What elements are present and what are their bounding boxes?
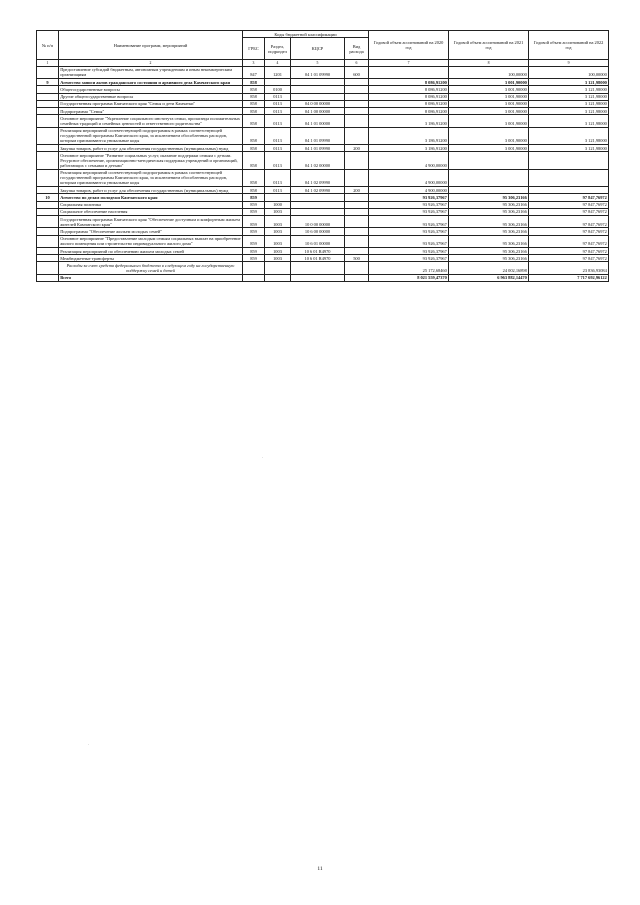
row-amount-2022: 97 847,76972: [529, 255, 609, 262]
row-vr: [345, 235, 369, 247]
row-csr: 10 6 00 00000: [291, 228, 345, 235]
column-number-cell: 6: [345, 60, 369, 67]
row-razdel: 0113: [265, 100, 291, 107]
row-amount-2021: 95 306,23166: [449, 247, 529, 254]
row-name: Закупка товаров, работ и услуг для обеспечения государственных (муниципальных) нужд: [59, 187, 243, 194]
row-csr: 10 0 00 00000: [291, 216, 345, 228]
row-grbs: 859: [243, 228, 265, 235]
row-csr: 10 6 01 R4970: [291, 247, 345, 254]
row-vr: [345, 100, 369, 107]
row-vr: [345, 262, 369, 274]
row-grbs: 859: [243, 194, 265, 201]
row-csr: [291, 274, 345, 281]
row-razdel: 1201: [265, 66, 291, 78]
row-number: [37, 235, 59, 247]
row-vr: [345, 228, 369, 235]
table-row: [37, 194, 609, 201]
row-number: [37, 152, 59, 169]
row-amount-2021: 95 306,23166: [449, 235, 529, 247]
row-razdel: 1003: [265, 247, 291, 254]
row-grbs: 859: [243, 247, 265, 254]
row-grbs: 858: [243, 127, 265, 144]
row-csr: [291, 93, 345, 100]
table-row: [37, 235, 609, 247]
row-vr: [345, 152, 369, 169]
row-grbs: 859: [243, 208, 265, 215]
row-csr: [291, 79, 345, 86]
row-csr: [291, 194, 345, 201]
row-amount-2020: 8 086,91200: [369, 100, 449, 107]
row-name: Предоставление субсидий бюджетным, автономным учреждениям и иным некоммерческим организациям: [59, 66, 243, 78]
row-amount-2022: 3 121,98000: [529, 127, 609, 144]
row-amount-2021: 95 306,23166: [449, 194, 529, 201]
header-vr: Вид расхода: [345, 38, 369, 60]
row-amount-2022: 3 121,98000: [529, 79, 609, 86]
row-name: Основное мероприятие "Укрепление социального института семьи, пропаганда положительных семейных традиций и семейных ценностей и ответственного родительства": [59, 115, 243, 127]
column-number-cell: 9: [529, 60, 609, 67]
row-razdel: 0113: [265, 152, 291, 169]
table-row: [37, 152, 609, 169]
row-csr: 04 1 01 09990: [291, 127, 345, 144]
row-razdel: [265, 274, 291, 281]
row-csr: [291, 86, 345, 93]
row-amount-2021: [449, 169, 529, 186]
row-csr: 04 1 01 09990: [291, 145, 345, 152]
scan-speck: ·: [262, 455, 264, 460]
row-number: [37, 100, 59, 107]
row-number: [37, 108, 59, 115]
row-razdel: 0113: [265, 115, 291, 127]
table-row: [37, 169, 609, 186]
row-amount-2020: 3 186,91200: [369, 127, 449, 144]
row-amount-2020: 93 926,37967: [369, 228, 449, 235]
scan-speck: ·: [88, 742, 90, 747]
row-name: Социальное обеспечение населения: [59, 208, 243, 215]
row-amount-2022: 3 121,98000: [529, 86, 609, 93]
row-amount-2020: 4 900,00000: [369, 152, 449, 169]
column-number-cell: 7: [369, 60, 449, 67]
row-amount-2021: 95 306,23166: [449, 208, 529, 215]
row-amount-2021: 95 306,23166: [449, 255, 529, 262]
header-num: № п/п: [37, 31, 59, 60]
row-csr: 10 6 01 00000: [291, 235, 345, 247]
row-grbs: [243, 274, 265, 281]
row-name: Закупка товаров, работ и услуг для обеспечения государственных (муниципальных) нужд: [59, 145, 243, 152]
row-name: Расходы за счет средств федерального бюджета в следующем году на государственную поддержку семей и детей: [59, 262, 243, 274]
row-amount-2021: 3 001,90000: [449, 86, 529, 93]
row-vr: [345, 127, 369, 144]
row-grbs: 859: [243, 216, 265, 228]
row-number: [37, 216, 59, 228]
row-vr: [345, 108, 369, 115]
table-row: [37, 86, 609, 93]
row-number: [37, 169, 59, 186]
row-number: 10: [37, 194, 59, 201]
table-row: [37, 127, 609, 144]
column-number-cell: 1: [37, 60, 59, 67]
table-row: [37, 255, 609, 262]
row-amount-2020: 93 926,37967: [369, 247, 449, 254]
row-name: Межбюджетные трансферты: [59, 255, 243, 262]
row-name: Общегосударственные вопросы: [59, 86, 243, 93]
row-vr: [345, 216, 369, 228]
header-name: Наименование программ, мероприятий: [59, 31, 243, 60]
row-vr: 600: [345, 66, 369, 78]
row-vr: [345, 79, 369, 86]
row-amount-2021: 24 002,16898: [449, 262, 529, 274]
table-row: [37, 79, 609, 86]
table-row: [37, 216, 609, 228]
table-row: [37, 228, 609, 235]
row-name: Реализация мероприятий по обеспечению жильем молодых семей: [59, 247, 243, 254]
row-csr: [291, 208, 345, 215]
row-number: [37, 274, 59, 281]
row-name: Государственная программа Камчатского края "Обеспечение доступным и комфортным жильем жителей Камчатского края": [59, 216, 243, 228]
row-number: [37, 115, 59, 127]
row-amount-2021: 100,00000: [449, 66, 529, 78]
row-vr: 200: [345, 187, 369, 194]
column-number-cell: 8: [449, 60, 529, 67]
row-vr: 200: [345, 145, 369, 152]
row-amount-2022: 97 847,76972: [529, 208, 609, 215]
row-razdel: 0113: [265, 145, 291, 152]
table-row: [37, 115, 609, 127]
row-amount-2020: [369, 66, 449, 78]
row-razdel: 1003: [265, 228, 291, 235]
row-grbs: 859: [243, 255, 265, 262]
budget-document: [36, 30, 608, 282]
row-amount-2021: 3 001,90000: [449, 145, 529, 152]
table-row: [37, 208, 609, 215]
row-vr: [345, 93, 369, 100]
row-vr: 500: [345, 255, 369, 262]
row-amount-2020: 3 186,91200: [369, 145, 449, 152]
header-grbs: ГРБС: [243, 38, 265, 60]
row-razdel: 1003: [265, 216, 291, 228]
column-number-cell: 3: [243, 60, 265, 67]
row-razdel: 0100: [265, 86, 291, 93]
row-csr: [291, 262, 345, 274]
row-amount-2021: [449, 187, 529, 194]
row-amount-2021: 3 001,90000: [449, 100, 529, 107]
row-amount-2020: 93 926,37967: [369, 194, 449, 201]
row-amount-2022: 3 121,98000: [529, 145, 609, 152]
row-razdel: 0113: [265, 108, 291, 115]
row-amount-2022: 97 847,76972: [529, 194, 609, 201]
row-amount-2022: 97 847,76972: [529, 201, 609, 208]
table-row: [37, 108, 609, 115]
row-number: [37, 262, 59, 274]
row-amount-2021: 3 001,90000: [449, 127, 529, 144]
row-vr: [345, 208, 369, 215]
row-amount-2020: 3 186,91200: [369, 115, 449, 127]
row-grbs: 858: [243, 79, 265, 86]
row-grbs: 858: [243, 86, 265, 93]
row-number: [37, 145, 59, 152]
row-grbs: 858: [243, 187, 265, 194]
header-2021: Годовой объем ассигнований на 2021 год: [449, 31, 529, 60]
row-csr: 04 1 01 09990: [291, 66, 345, 78]
row-grbs: 847: [243, 66, 265, 78]
row-csr: 04 0 00 00000: [291, 100, 345, 107]
row-csr: 04 1 01 00000: [291, 115, 345, 127]
row-amount-2022: 97 847,76972: [529, 235, 609, 247]
row-amount-2022: [529, 152, 609, 169]
row-amount-2020: 93 926,37967: [369, 208, 449, 215]
row-vr: [345, 201, 369, 208]
row-number: [37, 93, 59, 100]
table-row: [37, 145, 609, 152]
row-amount-2020: 93 926,37967: [369, 216, 449, 228]
header-2020: Годовой объем ассигнований на 2020 год: [369, 31, 449, 60]
row-number: [37, 228, 59, 235]
row-amount-2021: 3 001,90000: [449, 115, 529, 127]
row-vr: [345, 274, 369, 281]
row-number: [37, 66, 59, 78]
row-amount-2020: 4 900,00000: [369, 169, 449, 186]
row-name: Основное мероприятие "Предоставление молодым семьям социальных выплат на приобретение жилого помещения или строительство индивидуального жилого дома": [60, 236, 241, 247]
row-razdel: 1003: [265, 255, 291, 262]
row-name: Всего: [59, 274, 243, 281]
row-vr: [345, 169, 369, 186]
row-grbs: 858: [243, 152, 265, 169]
row-vr: [345, 247, 369, 254]
row-csr: 04 1 02 00000: [291, 152, 345, 169]
row-amount-2020: 93 926,37967: [369, 235, 449, 247]
row-grbs: 858: [243, 115, 265, 127]
row-razdel: [265, 79, 291, 86]
row-csr: 04 1 00 00000: [291, 108, 345, 115]
row-name: Основное мероприятие "Развитие социальных услуг, оказание поддержки семьям с детьми. Ресурсное обеспечение, организационно-методическая поддержка учреждений и организаций, работающих с семьями и детьми": [59, 152, 243, 169]
row-name: Агентство по делам молодежи Камчатского края: [59, 194, 243, 201]
row-razdel: 0113: [265, 127, 291, 144]
row-razdel: 0113: [265, 169, 291, 186]
row-amount-2021: 3 001,90000: [449, 93, 529, 100]
row-grbs: 858: [243, 108, 265, 115]
row-amount-2022: 97 847,76972: [529, 228, 609, 235]
row-amount-2020: 8 086,91200: [369, 93, 449, 100]
row-grbs: 858: [243, 100, 265, 107]
row-name: Социальная политика: [59, 201, 243, 208]
table-row: [37, 274, 609, 281]
column-number-cell: 5: [291, 60, 345, 67]
row-number: [37, 201, 59, 208]
row-number: [37, 127, 59, 144]
table-row: [37, 262, 609, 274]
row-name: Государственная программа Камчатского края "Семья и дети Камчатки": [59, 100, 243, 107]
row-amount-2021: 95 306,23166: [449, 228, 529, 235]
row-csr: 10 6 01 R4970: [291, 255, 345, 262]
row-amount-2022: [529, 187, 609, 194]
row-razdel: 1003: [265, 235, 291, 247]
table-row: [37, 247, 609, 254]
row-razdel: 0113: [265, 93, 291, 100]
row-amount-2020: 93 926,37967: [369, 201, 449, 208]
row-amount-2022: 3 121,98000: [529, 108, 609, 115]
table-row: [37, 187, 609, 194]
row-grbs: 858: [243, 169, 265, 186]
row-razdel: [265, 262, 291, 274]
row-amount-2022: 97 847,76972: [529, 216, 609, 228]
row-name: Реализация мероприятий соответствующей подпрограммы в рамках соответствующей государственной программы Камчатского края, за исключением обособленных расходов, которым присваиваются уникальные коды: [59, 127, 243, 144]
row-amount-2020: 25 172,68460: [369, 262, 449, 274]
row-razdel: 1003: [265, 208, 291, 215]
row-number: [37, 208, 59, 215]
row-name: Другие общегосударственные вопросы: [59, 93, 243, 100]
row-amount-2020: 8 021 559,47370: [369, 274, 449, 281]
row-amount-2022: 3 121,98000: [529, 93, 609, 100]
row-amount-2021: 3 001,90000: [449, 79, 529, 86]
row-vr: [345, 115, 369, 127]
row-amount-2020: 8 086,91200: [369, 108, 449, 115]
row-number: [37, 255, 59, 262]
row-amount-2022: 23 836,93084: [529, 262, 609, 274]
row-name: Подпрограмма "Семья": [59, 108, 243, 115]
row-amount-2021: 95 306,23166: [449, 201, 529, 208]
row-grbs: 859: [243, 235, 265, 247]
row-razdel: [265, 194, 291, 201]
row-name: Реализация мероприятий соответствующей подпрограммы в рамках соответствующей государственной программы Камчатского края, за исключением обособленных расходов, которым присваиваются уникальные коды: [59, 169, 243, 186]
row-amount-2022: 3 121,98000: [529, 100, 609, 107]
row-name: Агентство записи актов гражданского состояния и архивного дела Камчатского края: [59, 79, 243, 86]
row-name: Подпрограмма "Обеспечение жильем молодых семей": [59, 228, 243, 235]
row-amount-2020: 93 926,37967: [369, 255, 449, 262]
table-row: [37, 100, 609, 107]
header-2022: Годовой объем ассигнований на 2022 год: [529, 31, 609, 60]
header-codes-group: Коды бюджетной классификации: [243, 31, 369, 38]
column-number-cell: 4: [265, 60, 291, 67]
row-csr: [291, 201, 345, 208]
row-amount-2022: 7 717 692,96122: [529, 274, 609, 281]
table-row: [37, 201, 609, 208]
row-vr: [345, 86, 369, 93]
page-number: 11: [317, 866, 323, 872]
header-razdel: Раздел, подраздел: [265, 38, 291, 60]
row-amount-2020: 8 086,91200: [369, 86, 449, 93]
row-amount-2022: 97 847,76972: [529, 247, 609, 254]
table-body: [37, 66, 609, 281]
row-amount-2020: 8 086,91200: [369, 79, 449, 86]
row-number: [37, 247, 59, 254]
row-grbs: 858: [243, 145, 265, 152]
row-amount-2022: 100,00000: [529, 66, 609, 78]
row-razdel: 1000: [265, 201, 291, 208]
row-number: [37, 187, 59, 194]
budget-table: [36, 30, 609, 282]
row-vr: [345, 194, 369, 201]
row-grbs: 858: [243, 93, 265, 100]
row-grbs: [243, 262, 265, 274]
header-csr: КЦСР: [291, 38, 345, 60]
row-amount-2022: 3 121,98000: [529, 115, 609, 127]
row-razdel: 0113: [265, 187, 291, 194]
table-row: [37, 66, 609, 78]
column-number-cell: 2: [59, 60, 243, 67]
row-number: 9: [37, 79, 59, 86]
row-amount-2022: [529, 169, 609, 186]
row-amount-2021: 6 963 882,14470: [449, 274, 529, 281]
row-amount-2020: 4 900,00000: [369, 187, 449, 194]
row-number: [37, 86, 59, 93]
table-row: [37, 93, 609, 100]
row-amount-2021: [449, 152, 529, 169]
row-amount-2021: 95 306,23166: [449, 216, 529, 228]
row-csr: 04 1 02 09990: [291, 187, 345, 194]
row-amount-2021: 3 001,90000: [449, 108, 529, 115]
row-csr: 04 1 02 09990: [291, 169, 345, 186]
row-grbs: 859: [243, 201, 265, 208]
